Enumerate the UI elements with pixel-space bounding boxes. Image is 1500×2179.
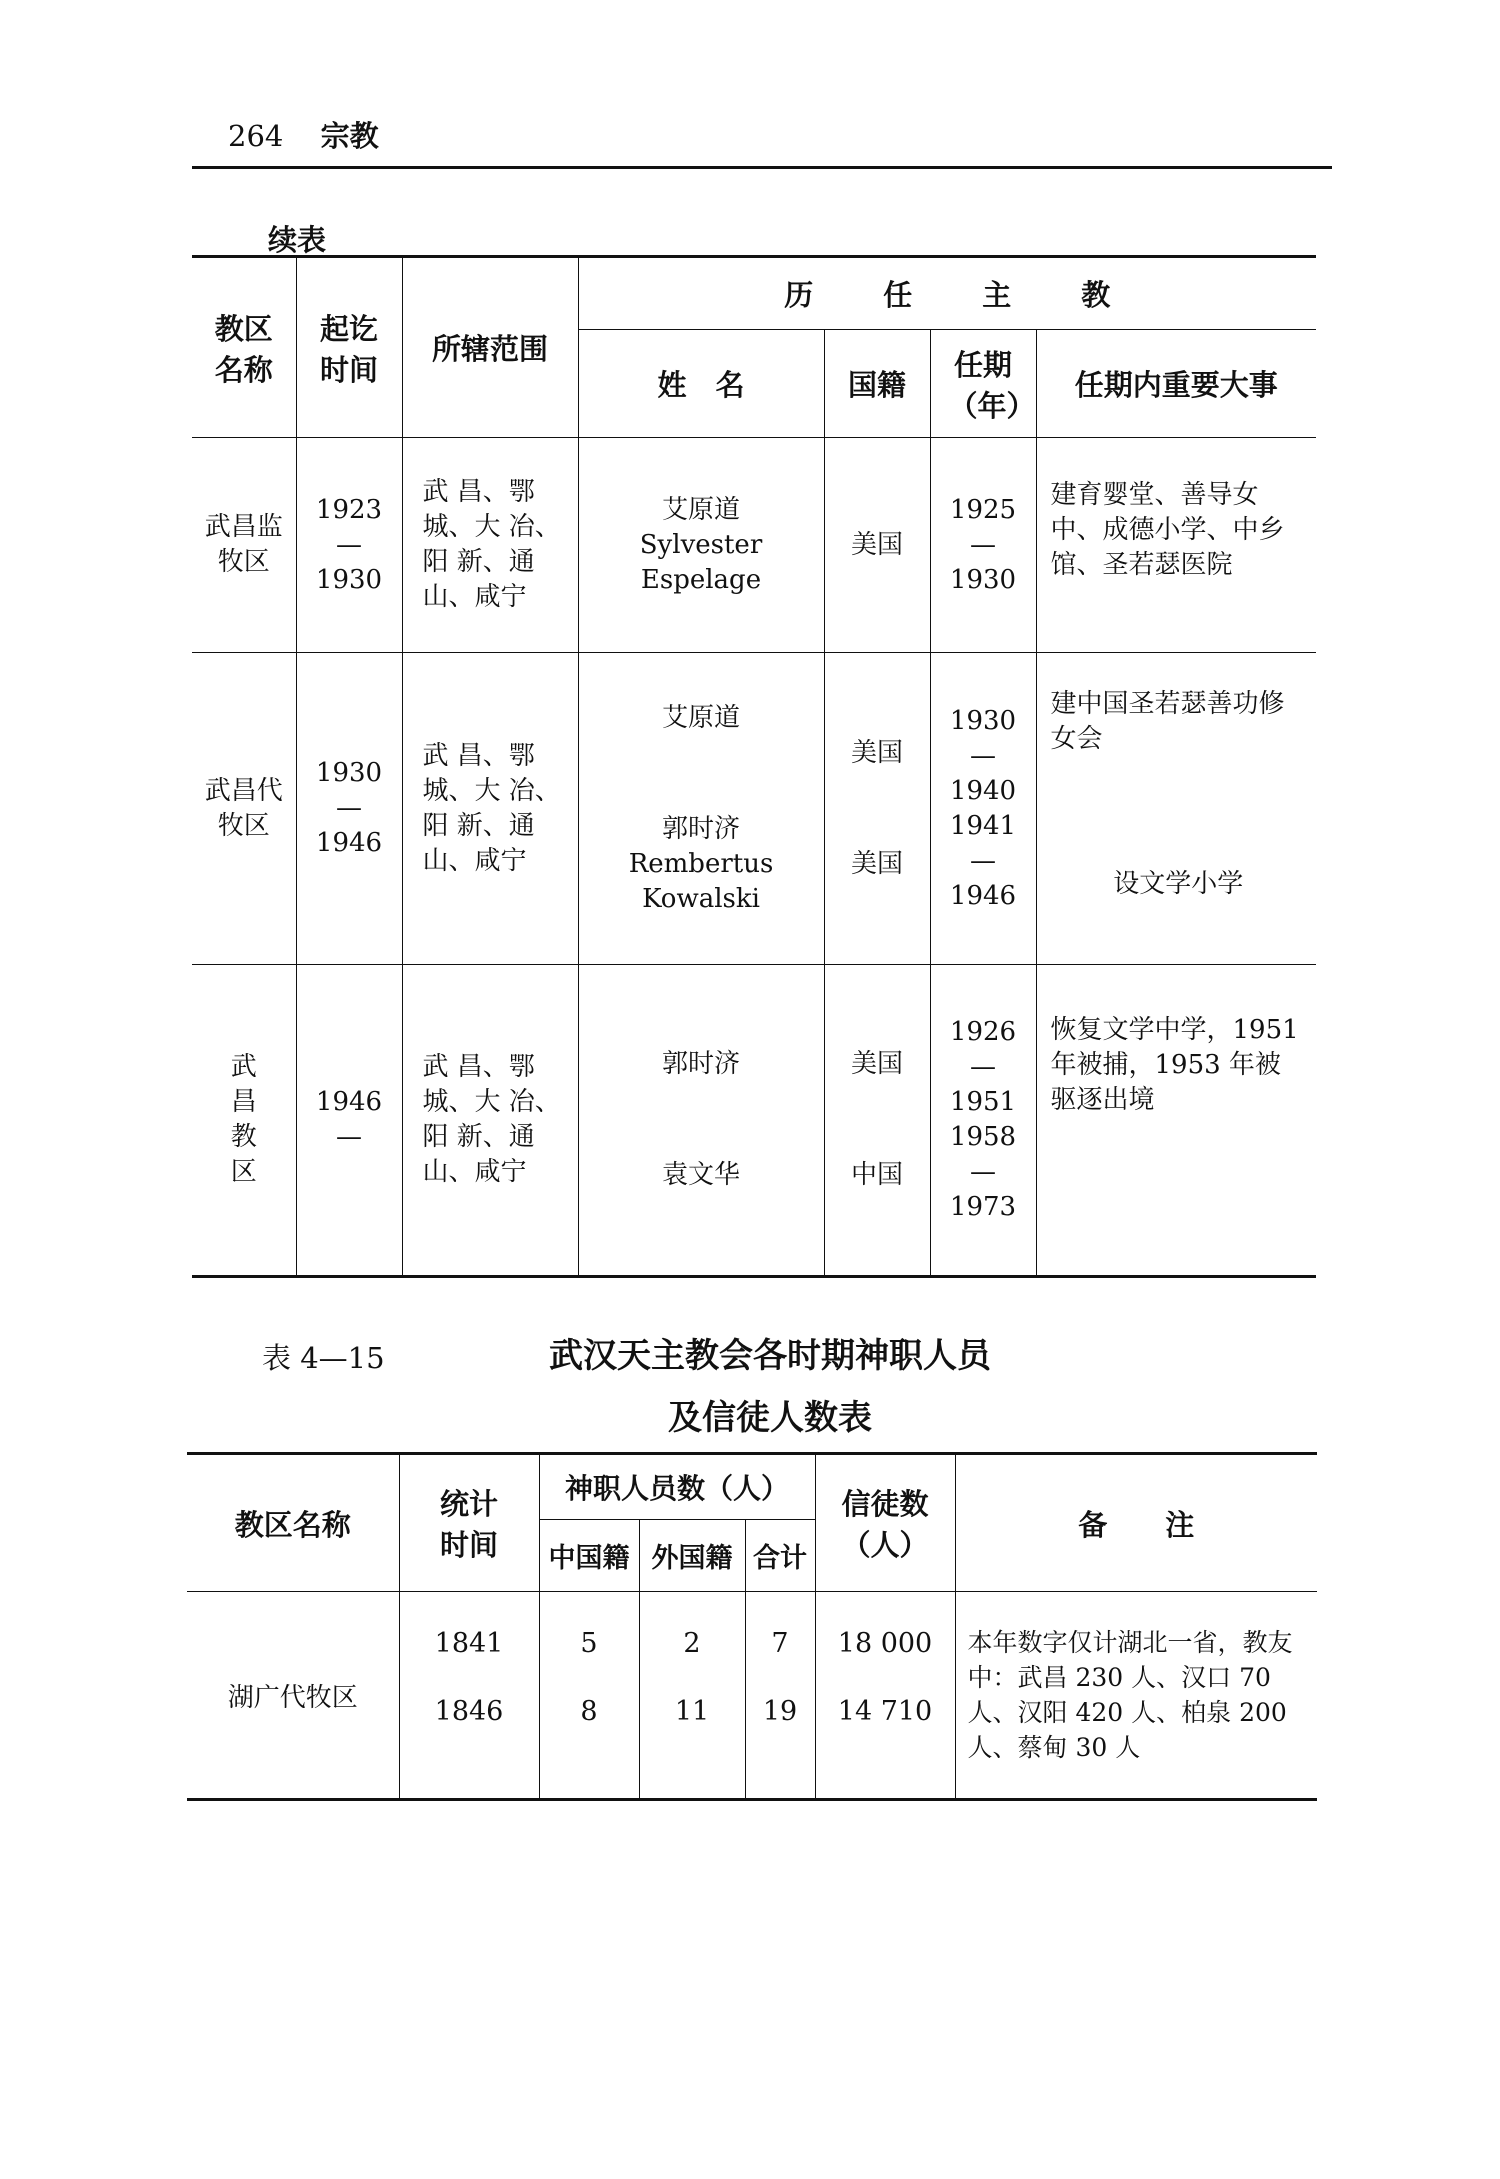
scope: 武 昌、鄂城、大 冶、阳 新、通山、咸宁 xyxy=(402,965,578,1277)
table2-label: 表 4—15 xyxy=(262,1341,385,1375)
chinese-count: 8 xyxy=(539,1696,639,1800)
page-number: 264 xyxy=(228,119,284,153)
events: 建中国圣若瑟善功修女会 设文学小学 xyxy=(1036,653,1316,965)
header-region: 教区名称 xyxy=(192,257,296,438)
continued-label: 续表 xyxy=(268,223,327,257)
foreign-count: 11 xyxy=(639,1696,745,1800)
bishop-name: 艾原道 Sylvester Espelage xyxy=(578,438,824,653)
header-total: 合计 xyxy=(745,1520,815,1592)
header-stat-time: 统计时间 xyxy=(399,1454,539,1592)
header-foreign: 外国籍 xyxy=(639,1520,745,1592)
section-title: 宗教 xyxy=(320,119,379,153)
nationality: 美国 美国 xyxy=(824,653,930,965)
events: 恢复文学中学，1951 年被捕，1953 年被驱逐出境 xyxy=(1036,965,1316,1277)
believers-count: 14 710 xyxy=(815,1696,955,1800)
header-region: 教区名称 xyxy=(187,1454,399,1592)
header-name: 姓 名 xyxy=(578,330,824,438)
region-name: 湖广代牧区 xyxy=(187,1592,399,1800)
total-count: 19 xyxy=(745,1696,815,1800)
term: 1930 — 1940 1941 — 1946 xyxy=(930,653,1036,965)
table-row xyxy=(187,1592,1317,1696)
bishops-table xyxy=(192,255,1316,1278)
table-row xyxy=(192,438,1316,653)
period: 1946 — xyxy=(296,965,402,1277)
bishop-name: 艾原道 郭时济 Rembertus Kowalski xyxy=(578,653,824,965)
header-term: 任期（年） xyxy=(930,330,1036,438)
clergy-table xyxy=(187,1452,1317,1801)
table-row xyxy=(192,653,1316,965)
term: 1925 — 1930 xyxy=(930,438,1036,653)
period: 1923 — 1930 xyxy=(296,438,402,653)
region-name: 武昌教区 xyxy=(192,965,296,1277)
header-nationality: 国籍 xyxy=(824,330,930,438)
table2-title-line1: 武汉天主教会各时期神职人员 xyxy=(549,1336,991,1376)
scope: 武 昌、鄂城、大 冶、阳 新、通山、咸宁 xyxy=(402,653,578,965)
header-clergy: 神职人员数（人） xyxy=(539,1454,815,1520)
foreign-count: 2 xyxy=(639,1592,745,1696)
stat-year: 1846 xyxy=(399,1696,539,1800)
header-believers: 信徒数（人） xyxy=(815,1454,955,1592)
region-name: 武昌监牧区 xyxy=(192,438,296,653)
term: 1926 — 1951 1958 — 1973 xyxy=(930,965,1036,1277)
believers-count: 18 000 xyxy=(815,1592,955,1696)
chinese-count: 5 xyxy=(539,1592,639,1696)
header-events: 任期内重要大事 xyxy=(1036,330,1316,438)
header-scope: 所辖范围 xyxy=(402,257,578,438)
header-note: 备 注 xyxy=(955,1454,1317,1592)
scope: 武 昌、鄂城、大 冶、阳 新、通山、咸宁 xyxy=(402,438,578,653)
total-count: 7 xyxy=(745,1592,815,1696)
note: 本年数字仅计湖北一省，教友中：武昌 230 人、汉口 70 人、汉阳 420 人、柏泉 200 人、蔡甸 30 人 xyxy=(955,1592,1317,1800)
header-rule xyxy=(192,166,1332,169)
table-row xyxy=(192,965,1316,1277)
region-name: 武昌代牧区 xyxy=(192,653,296,965)
page-header xyxy=(228,114,379,155)
header-period: 起讫时间 xyxy=(296,257,402,438)
events: 建育婴堂、善导女中、成德小学、中乡馆、圣若瑟医院 xyxy=(1036,438,1316,653)
header-chinese: 中国籍 xyxy=(539,1520,639,1592)
table2-title-line2: 及信徒人数表 xyxy=(668,1398,872,1438)
stat-year: 1841 xyxy=(399,1592,539,1696)
nationality: 美国 中国 xyxy=(824,965,930,1277)
header-bishops-group: 历任主教 xyxy=(578,257,1316,330)
period: 1930 — 1946 xyxy=(296,653,402,965)
bishop-name: 郭时济 袁文华 xyxy=(578,965,824,1277)
nationality: 美国 xyxy=(824,438,930,653)
